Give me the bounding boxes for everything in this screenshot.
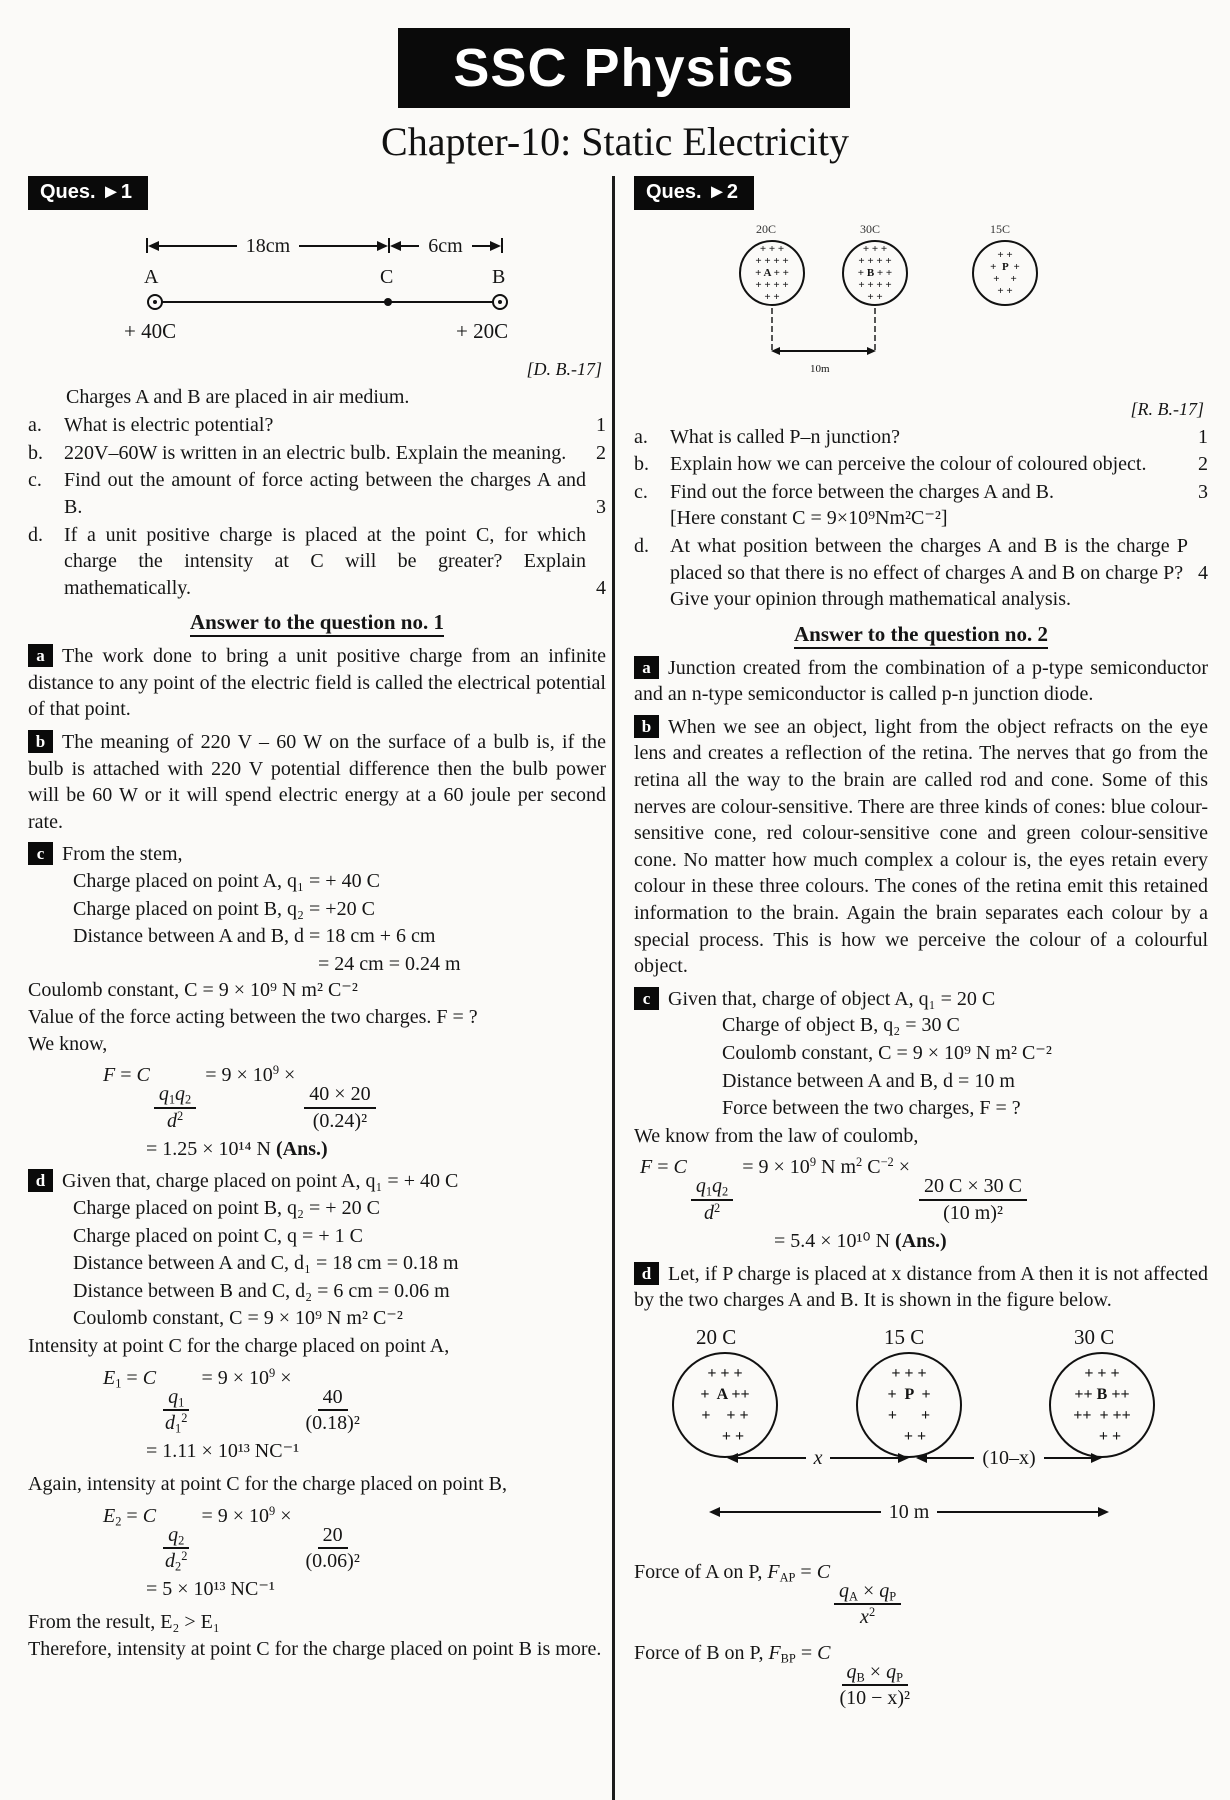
- answer-marker-a: a: [634, 656, 659, 679]
- item-text: What is electric potential?: [64, 414, 274, 437]
- distance-x-label: x: [813, 1446, 823, 1469]
- plus-pattern: + + + + A ++ + + + + +: [700, 1364, 750, 1445]
- answer-1c-constant: Coulomb constant, C = 9 × 10⁹ N m² C⁻²: [28, 979, 358, 1002]
- charge-a-value: + 40C: [124, 318, 177, 343]
- question-1-item-d: [28, 522, 606, 602]
- measure-line: [401, 245, 419, 247]
- figure-sphere-b: [1049, 1352, 1155, 1458]
- answer-2c-line0: c Given that, charge of object A, q₁ = 20 C: [634, 986, 1208, 1013]
- arrowhead-right-icon: [1091, 1453, 1102, 1463]
- total-distance-arrow: [709, 1500, 1109, 1523]
- item-note: [Here constant C = 9×10⁹Nm²C⁻²]: [670, 507, 948, 530]
- distance-10-minus-x-arrow: [916, 1446, 1102, 1469]
- charge-b-label: 30C: [860, 221, 881, 236]
- arrowhead-right-icon: [867, 347, 876, 355]
- answer-marker-c: c: [634, 987, 659, 1010]
- arrowhead-left-icon: [916, 1453, 927, 1463]
- item-marks: 3: [1198, 480, 1208, 503]
- question-1-item-b: [28, 440, 606, 467]
- charged-sphere-p: [972, 240, 1038, 306]
- charged-sphere-b: [842, 240, 908, 306]
- item-note: Give your opinion through mathematical analysis.: [670, 588, 1072, 611]
- measure-line: [472, 245, 490, 247]
- item-text: Find out the force between the charges A and B.: [670, 480, 1054, 503]
- item-marks: 4: [1198, 561, 1208, 584]
- arrowhead-left-icon: [727, 1453, 738, 1463]
- measure-18cm: [146, 234, 388, 257]
- plus-pattern: + + + + + + + + A + + + + + + + +: [755, 242, 789, 303]
- equation-e1: $E_1 = C$ $\frac{q_1}{d_1^2}$ = $9 \times 10^9$ × $\frac{40}{\text{(0.18)²}}$: [103, 1365, 360, 1436]
- answer-marker-d: d: [28, 1169, 53, 1192]
- equation-e2-result: = 5 × 10¹³ NC⁻¹: [146, 1578, 275, 1601]
- answer-2a: [634, 655, 1208, 708]
- book-title: SSC Physics: [453, 38, 795, 98]
- plus-pattern: + + + + P + + + + +: [887, 1364, 931, 1445]
- answer-2b-text: When we see an object, light from the object refracts on the eye lens and creates a reflection of the retina. The nerves that go from the retina all the way to the brain are called rod and cone. Some of this nerves are colour-sensitive. There are three kinds of cones: blue colour-sensitive cone, red colour-sensitive cone and green colour-sensitive cone. No matter how much complex a colour is, the eyes retain every colour in these three colours. The cones of the retina emit this retained information to the brain. Again the brain separates each colour by a special process. This is how we perceive the colour of a colourful object.: [634, 715, 1208, 978]
- charge-p-label: 15C: [990, 221, 1011, 236]
- arrowhead-left-icon: [709, 1507, 720, 1517]
- point-c-label: C: [380, 265, 394, 288]
- item-marks: 2: [1198, 453, 1208, 476]
- answer-1c-intro: c From the stem,: [28, 841, 606, 868]
- measure-line: [299, 245, 377, 247]
- answer-1b: [28, 729, 606, 835]
- item-marks: 3: [596, 495, 606, 518]
- arrowhead-right-icon: [1098, 1507, 1109, 1517]
- figure-charge-a-label: 20 C: [696, 1324, 737, 1349]
- two-column-layout: [0, 176, 1230, 1800]
- item-marks: 1: [596, 414, 606, 437]
- answer-1b-text: The meaning of 220 V – 60 W on the surface of a bulb is, if the bulb is attached with 220 V potential difference then the bulb power will be 60 W or it will spend electric energy at a 60 joule per second rate.: [28, 730, 606, 833]
- item-marks: 4: [596, 576, 606, 599]
- item-letter: a.: [634, 425, 648, 448]
- item-letter: d.: [634, 534, 649, 557]
- charge-line: [156, 301, 501, 303]
- answer-1d-intensity-b: Again, intensity at point C for the charge placed on point B,: [28, 1473, 507, 1496]
- item-text: At what position between the charges A and B is the charge P placed so that there is no effect of charges A and B on charge P?: [670, 534, 1188, 584]
- distance-10m-label: 10m: [810, 362, 830, 375]
- plus-pattern: + + + + + + + + B + + + + + + + +: [857, 242, 893, 303]
- ans-label: (Ans.): [895, 1230, 947, 1253]
- arrowhead-right-icon: [377, 241, 388, 251]
- question-2-item-d: [634, 533, 1208, 613]
- total-distance-label: 10 m: [888, 1500, 930, 1523]
- item-text: 220V–60W is written in an electric bulb. Explain the meaning.: [64, 441, 567, 464]
- equation-fbp: Force of B on P, $F_{BP} = C$ $\frac{q_B \times q_P}{\text{(10 − x)²}}$: [634, 1641, 911, 1710]
- question-2-source: [R. B.-17]: [1130, 398, 1204, 419]
- arrowhead-left-icon: [148, 241, 159, 251]
- equation-fap: Force of A on P, $F_{AP} = C$ $\frac{q_A \times q_P}{x^2}$: [634, 1560, 1208, 1629]
- answer-1-heading: Answer to the question no. 1: [28, 609, 606, 637]
- item-letter: b.: [634, 453, 649, 476]
- answer-1d-given-lines: Charge placed on point B, q₂ = + 20 C Charge placed on point C, q = + 1 C Distance between A and C, d₁ = 18 cm = 0.18 m Distance between B and C, d₂ = 6 cm = 0.06 m Coulomb constant, C = 9 × 10⁹ N m² C⁻²: [73, 1197, 459, 1330]
- figure-charge-p-label: 15 C: [884, 1324, 925, 1349]
- book-title-banner: [398, 28, 850, 108]
- item-letter: c.: [634, 480, 648, 503]
- answer-1d-conclusion-1: From the result, E₂ > E₁: [28, 1610, 220, 1633]
- charge-a-dot-icon: [147, 294, 163, 310]
- point-c-dot-icon: [384, 298, 392, 306]
- equation-force-2-result: = 5.4 × 10¹⁰ N (Ans.): [774, 1230, 947, 1253]
- left-column: [28, 176, 606, 1662]
- point-a-label: A: [144, 265, 159, 288]
- equation-force-2: F = C $\frac{q_1q_2}{d^2}$ = $9 \times 10^9$ N $m^2$ $C^{-2}$ × $\frac{20 C \times 30 C}{\text{(10 m)²}}$: [640, 1155, 1208, 1224]
- figure-sphere-a: [672, 1352, 778, 1458]
- answer-2a-text: Junction created from the combination of a p-type semiconductor and an n-type semiconductor is called p-n junction diode.: [634, 656, 1208, 706]
- answer-2-heading: Answer to the question no. 2: [634, 621, 1208, 649]
- answer-1c-distance-result: = 24 cm = 0.24 m: [318, 952, 461, 975]
- question-1-item-c: [28, 467, 606, 520]
- answer-2d-intro: d Let, if P charge is placed at x distance from A then it is not affected by the two charges A and B. It is shown in the figure below.: [634, 1262, 1208, 1312]
- arrowhead-right-icon: [898, 1453, 909, 1463]
- answer-marker-a: a: [28, 644, 53, 667]
- answer-2d-figure: [634, 1320, 1208, 1552]
- plus-pattern: + + + ++ B ++ ++ + ++ + +: [1073, 1364, 1131, 1445]
- answer-1d-intensity-a: Intensity at point C for the charge placed on point A,: [28, 1335, 450, 1358]
- question-1-diagram: [28, 218, 606, 356]
- tick-icon: [501, 238, 503, 253]
- item-text: Find out the amount of force acting between the charges A and B.: [64, 469, 586, 518]
- answer-marker-d: d: [634, 1262, 659, 1285]
- item-text: If a unit positive charge is placed at the point C, for which charge the intensity at C will be greater? Explain mathematically.: [64, 523, 586, 599]
- answer-1a: [28, 643, 606, 723]
- item-marks: 2: [596, 441, 606, 464]
- dashed-drop-a: [771, 308, 773, 350]
- right-column: [634, 176, 1208, 1713]
- answer-2b: [634, 714, 1208, 980]
- answer-marker-b: b: [634, 715, 659, 738]
- chapter-title: Chapter-10: Static Electricity: [381, 119, 849, 164]
- item-text: Explain how we can perceive the colour of coloured object.: [670, 453, 1147, 476]
- charged-sphere-a: [739, 240, 805, 306]
- answer-1c-weknow: We know,: [28, 1032, 108, 1055]
- arrowhead-right-icon: [490, 241, 501, 251]
- equation-force-1: F = C $\frac{q_1q_2}{d^2}$ = $9 \times 10^9$ × $\frac{40 \times 20}{\text{(0.24)²}}$: [103, 1063, 606, 1132]
- question-1-stem: Charges A and B are placed in air medium.: [66, 385, 410, 408]
- charge-a-label: 20C: [756, 221, 777, 236]
- question-2-item-a: [634, 424, 1208, 451]
- answer-2c-given-lines: Charge of object B, q₂ = 30 C Coulomb constant, C = 9 × 10⁹ N m² C⁻² Distance between A and B, d = 10 m Force between the two charges, F = ?: [722, 1014, 1052, 1120]
- column-divider: [612, 176, 615, 1800]
- item-text: What is called P–n junction?: [670, 425, 900, 448]
- ans-label: (Ans.): [275, 1137, 328, 1160]
- answer-1a-text: The work done to bring a unit positive charge from an infinite distance to any point of the electric field is called the electrical potential of that point.: [28, 645, 606, 721]
- distance-label: 6cm: [428, 234, 463, 257]
- answer-1c-given-lines: Charge placed on point A, q₁ = + 40 C Charge placed on point B, q₂ = +20 C Distance between A and B, d = 18 cm + 6 cm: [73, 869, 436, 948]
- measure-6cm: [388, 234, 503, 257]
- figure-sphere-p: [856, 1352, 962, 1458]
- item-letter: c.: [28, 469, 42, 492]
- equation-e1-result: = 1.11 × 10¹³ NC⁻¹: [146, 1440, 300, 1463]
- equation-force-1-result: = 1.25 × 10¹⁴ N (Ans.): [146, 1137, 328, 1160]
- answer-1d-line0: d Given that, charge placed on point A, q₁ = + 40 C: [28, 1168, 606, 1195]
- distance-arrow: [771, 346, 876, 356]
- plus-pattern: + + + P + + + + +: [990, 248, 1020, 297]
- answer-1c-force-line: Value of the force acting between the two charges. F = ?: [28, 1005, 478, 1028]
- answer-2c-weknow: We know from the law of coulomb,: [634, 1124, 919, 1147]
- question-1-item-a: [28, 412, 606, 439]
- dashed-drop-b: [874, 308, 876, 350]
- measure-line: [159, 245, 237, 247]
- charge-b-dot-icon: [492, 294, 508, 310]
- distance-label: 18cm: [245, 234, 291, 257]
- figure-charge-b-label: 30 C: [1074, 1324, 1115, 1349]
- arrowhead-left-icon: [390, 241, 401, 251]
- distance-x-arrow: [727, 1446, 909, 1469]
- distance-10-minus-x-label: (10–x): [982, 1446, 1036, 1469]
- equation-e2: $E_2 = C$ $\frac{q_2}{d_2^2}$ = $9 \times 10^9$ × $\frac{20}{\text{(0.06)²}}$: [103, 1503, 360, 1574]
- arrowhead-left-icon: [771, 347, 780, 355]
- question-1-badge: Ques. ►1: [28, 176, 148, 210]
- question-2-diagram: [634, 214, 1208, 396]
- item-marks: 1: [1198, 425, 1208, 448]
- answer-marker-c: c: [28, 842, 53, 865]
- question-1-source: [D. B.-17]: [526, 358, 602, 379]
- question-2-item-b: [634, 451, 1208, 478]
- item-letter: a.: [28, 414, 42, 437]
- question-2-item-c: [634, 479, 1208, 532]
- item-letter: b.: [28, 441, 43, 464]
- point-b-label: B: [492, 265, 506, 288]
- question-2-badge: Ques. ►2: [634, 176, 754, 210]
- answer-1d-conclusion-2: Therefore, intensity at point C for the charge placed on point B is more.: [28, 1637, 602, 1660]
- item-letter: d.: [28, 523, 43, 546]
- answer-marker-b: b: [28, 730, 53, 753]
- charge-b-value: + 20C: [456, 318, 509, 343]
